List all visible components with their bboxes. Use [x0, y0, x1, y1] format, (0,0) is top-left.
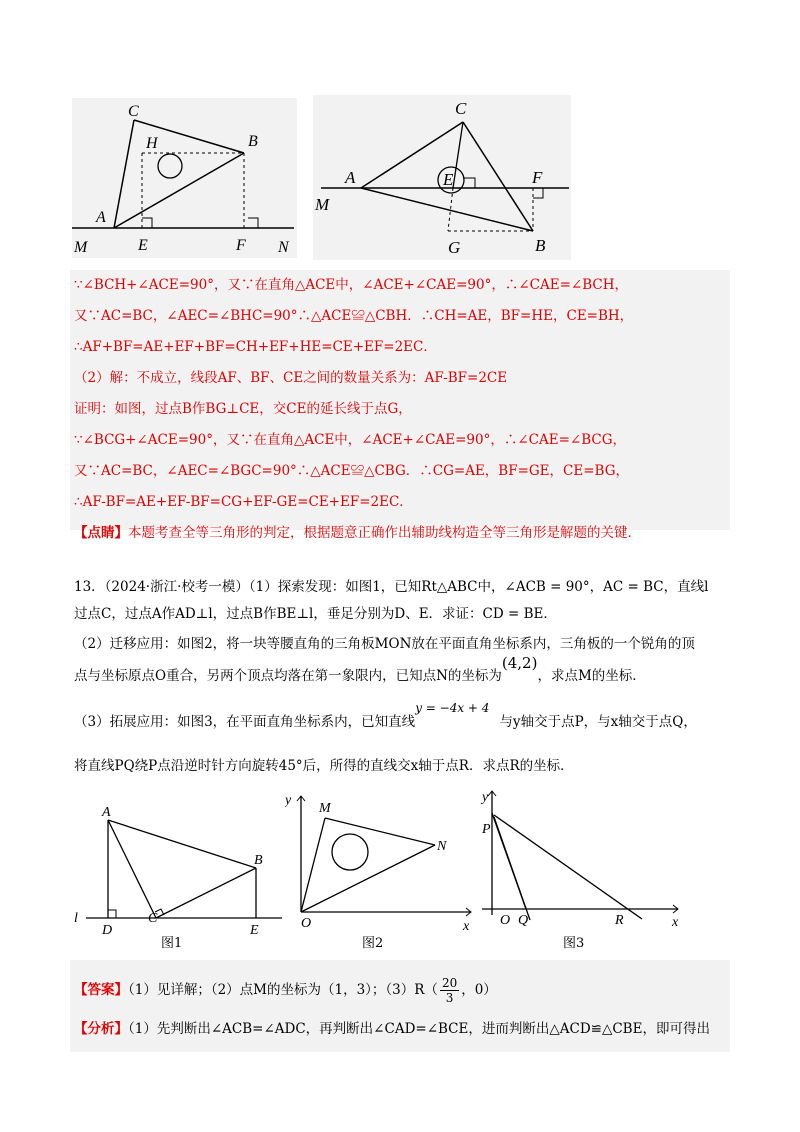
problem-line-6: 将直线PQ绕P点沿逆时针方向旋转45°后，所得的直线交x轴于点R．求点R的坐标．: [74, 758, 574, 774]
label-G: G: [448, 238, 461, 257]
label-B: B: [248, 133, 258, 150]
answer-text-b: ，0）: [461, 982, 497, 998]
solution-line-3: ∴AF+BF=AE+EF+BF=CH+EF+HE=CE+EF=2EC．: [74, 339, 437, 355]
solution-line-1: ∵∠BCH+∠ACE=90°，又∵在直角△ACE中，∠ACE+∠CAE=90°，∴∠CAE=∠BCH，: [74, 277, 628, 293]
top-figure-1: [72, 98, 297, 258]
figure-1: [72, 800, 282, 940]
fraction-numerator: 20: [441, 976, 458, 990]
label-A: A: [345, 168, 356, 187]
problem-line-5b: 与y轴交于点P，与x轴交于点Q，: [499, 714, 697, 730]
figure-3: [478, 785, 688, 930]
analysis-text: （1）先判断出∠ACB=∠ADC，再判断出∠CAD=∠BCE，进而判断出△ACD≌△CBE，即可得出: [128, 1021, 710, 1037]
comment-tag: 【点睛】: [74, 525, 128, 541]
label-Q: Q: [518, 913, 529, 928]
label-F: F: [532, 168, 543, 187]
label-C: C: [128, 103, 139, 120]
solution-line-7: 又∵AC=BC，∠AEC=∠BGC=90°∴△ACE≌△CBG．∴CG=AE，BF=GE，CE=BG，: [74, 463, 629, 479]
label-N: N: [278, 239, 289, 256]
label-H: H: [146, 135, 158, 152]
label-B: B: [535, 236, 546, 255]
problem-line-4: [74, 654, 646, 686]
label-E: E: [138, 237, 148, 254]
label-D: D: [102, 923, 113, 938]
label-y: y: [482, 790, 489, 805]
comment-text: 本题考查全等三角形的判定，根据题意正确作出辅助线构造全等三角形是解题的关键．: [128, 525, 641, 541]
label-M: M: [315, 195, 330, 214]
answer-text-a: （1）见详解；（2）点M的坐标为（1，3）；（3）R（: [128, 982, 438, 998]
problem-line-4a: 点与坐标原点O重合，另两个顶点均落在第一象限内，已知点N的坐标为: [74, 668, 502, 684]
comment-line: [74, 523, 641, 543]
label-R: R: [615, 913, 624, 928]
problem-line-3: （2）迁移应用：如图2，将一块等腰直角的三角板MON放在平面直角坐标系内，三角板的一个锐角的顶: [74, 636, 695, 652]
label-y: y: [285, 793, 292, 808]
figure-1-caption: 图1: [161, 936, 183, 951]
problem-line-2: 过点C，过点A作AD⊥l，过点B作BE⊥l，垂足分别为D、E．求证：CD = BE．: [74, 606, 557, 622]
problem-line-1: 13．（2024·浙江·校考一模）（1）探索发现：如图1，已知Rt△ABC中，∠ACB = 90°，AC = BC，直线l: [74, 579, 709, 595]
label-M: M: [319, 801, 331, 816]
label-O: O: [301, 916, 312, 931]
solution-line-4: （2）解：不成立，线段AF、BF、CE之间的数量关系为：AF-BF=2CE: [74, 370, 508, 386]
top-figure-2: [313, 95, 571, 260]
label-E: E: [250, 923, 259, 938]
label-l: l: [74, 911, 78, 926]
line-equation: y = −4x + 4: [415, 701, 490, 715]
solution-line-2: 又∵AC=BC，∠AEC=∠BHC=90°∴△ACE≌△CBH．∴CH=AE，BF=HE，CE=BH，: [74, 308, 634, 324]
label-N: N: [437, 839, 447, 854]
n-coordinate: (4,2): [501, 654, 538, 672]
analysis-tag: 【分析】: [74, 1021, 128, 1037]
figure-2-caption: 图2: [362, 936, 384, 951]
analysis-line: [74, 1019, 710, 1039]
label-x: x: [463, 919, 470, 934]
fraction-denominator: 3: [445, 991, 454, 1005]
label-P: P: [482, 822, 491, 837]
answer-tag: 【答案】: [74, 982, 128, 998]
label-C: C: [148, 911, 158, 926]
figure-2: [285, 790, 475, 935]
label-M: M: [74, 239, 88, 256]
problem-line-5a: （3）拓展应用：如图3，在平面直角坐标系内，已知直线: [74, 714, 416, 730]
label-E: E: [443, 170, 454, 189]
problem-line-5: [74, 701, 697, 732]
label-C: C: [455, 99, 467, 118]
solution-line-5: 证明：如图，过点B作BG⊥CE，交CE的延长线于点G，: [74, 401, 412, 417]
label-O: O: [500, 913, 511, 928]
answer-line: [74, 976, 497, 1005]
problem-line-4b: ，求点M的坐标．: [537, 668, 646, 684]
answer-fraction: [440, 976, 459, 1005]
label-F: F: [236, 237, 246, 254]
label-A: A: [102, 805, 111, 820]
figure-3-caption: 图3: [563, 936, 585, 951]
label-A: A: [96, 209, 106, 226]
label-B: B: [254, 853, 263, 868]
label-x: x: [672, 915, 679, 930]
solution-line-8: ∴AF-BF=AE+EF-BF=CG+EF-GE=CE+EF=2EC．: [74, 494, 413, 510]
solution-line-6: ∵∠BCG+∠ACE=90°，又∵在直角△ACE中，∠ACE+∠CAE=90°，∴∠CAE=∠BCG，: [74, 432, 626, 448]
